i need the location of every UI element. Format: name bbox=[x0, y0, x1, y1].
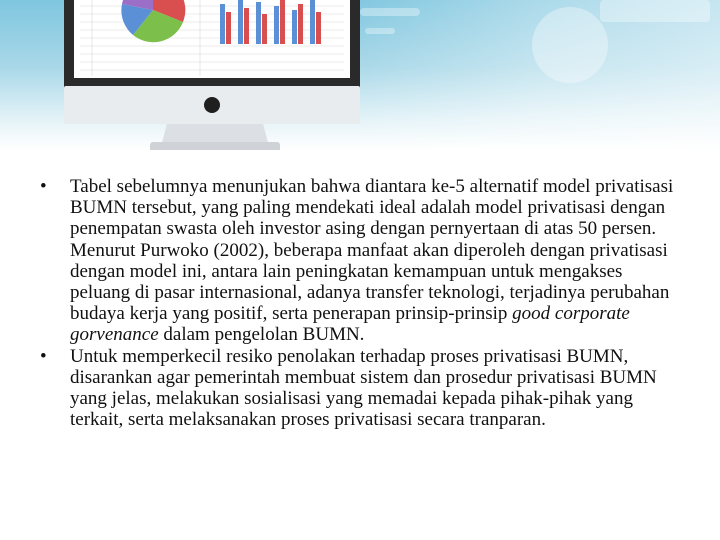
monitor-screen bbox=[74, 0, 350, 78]
bullet-item-1 bbox=[40, 176, 680, 346]
bullet-1-text-end: dalam pengelolan BUMN. bbox=[158, 324, 365, 346]
monitor-base bbox=[150, 142, 280, 150]
header-banner bbox=[0, 0, 720, 150]
bullet-item-2 bbox=[40, 346, 680, 431]
bullet-marker: • bbox=[40, 345, 47, 367]
bullet-1-text: Tabel sebelumnya menunjukan bahwa diantara ke-5 alternatif model privatisasi BUMN tersebut, yang paling mendekati ideal adalah model privatisasi dengan penempatan swasta oleh investor asing dengan pernyertaan di atas 50 persen. Menurut Purwoko (2002), beberapa manfaat akan diperoleh dengan privatisasi dengan model ini, antara lain peningkatan kemampuan untuk mengakses peluang di pasar internasional, adanya transfer teknologi, terjadinya perubahan budaya kerja yang positif, serta penerapan prinsip-prinsip bbox=[70, 176, 674, 325]
bullet-marker: • bbox=[40, 176, 47, 197]
bullet-2-text: Untuk memperkecil resiko penolakan terhadap proses privatisasi BUMN, disarankan agar pemerintah membuat sistem dan prosedur privatisasi BUMN yang jelas, melakukan sosialisasi yang memadai kepada pihak-pihak yang terkait, serta melaksanakan proses privatisasi secara tranparan. bbox=[70, 345, 657, 431]
banner-illustration bbox=[0, 0, 720, 150]
computer-monitor-icon bbox=[64, 0, 360, 150]
slide-body bbox=[40, 176, 680, 430]
background-bubbles bbox=[360, 0, 710, 83]
bullet-1-italic-term: good corporate gorvenance bbox=[70, 303, 630, 346]
power-button-icon bbox=[204, 97, 220, 113]
